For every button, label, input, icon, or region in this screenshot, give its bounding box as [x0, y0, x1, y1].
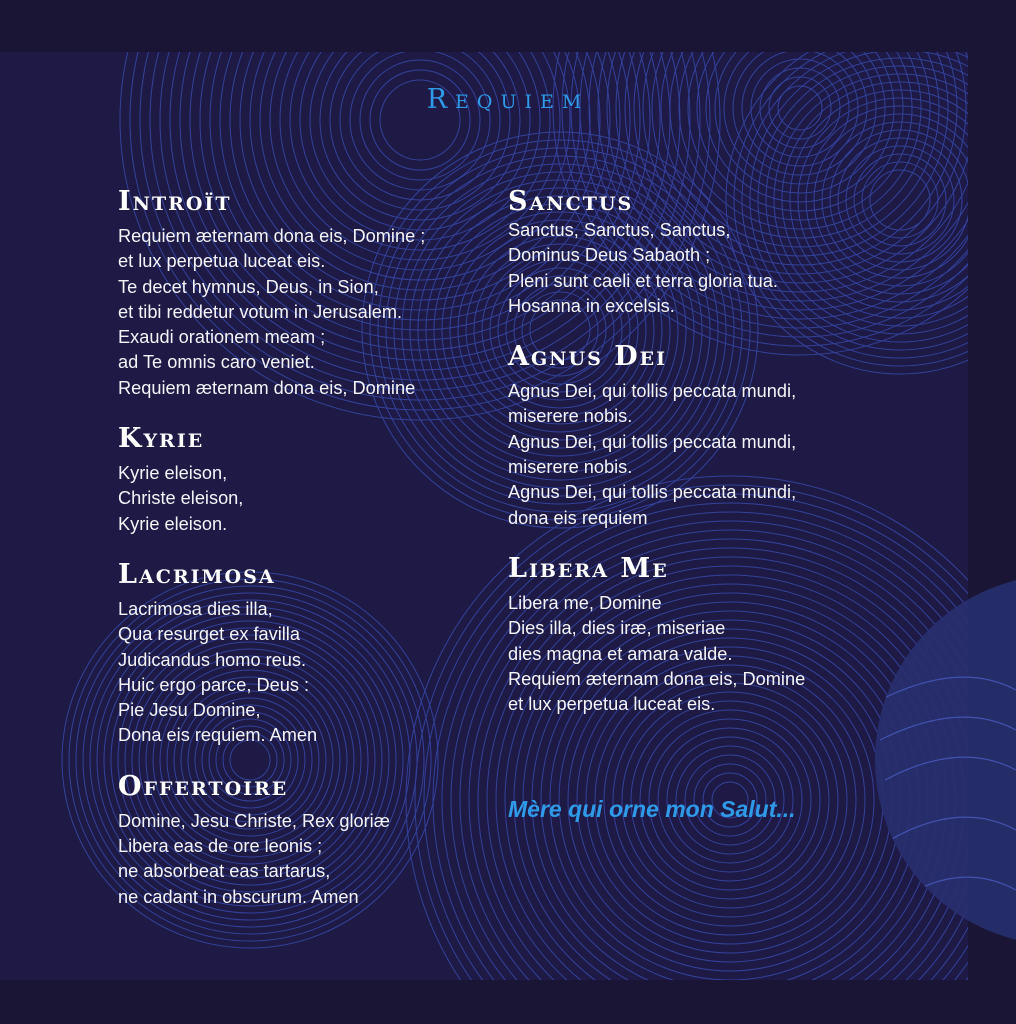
lyric-line: Agnus Dei, qui tollis peccata mundi, — [508, 431, 797, 452]
lyric-line: Requiem æternam dona eis, Domine — [118, 377, 416, 398]
right-column — [508, 186, 888, 717]
section-heading: Offertoire — [118, 770, 289, 802]
left-column — [118, 186, 498, 910]
section-agnus-dei — [508, 341, 888, 531]
section-introit — [118, 186, 498, 401]
lyric-line: Kyrie eleison, — [118, 463, 228, 484]
lyric-line: et tibi reddetur votum in Jerusalem. — [118, 301, 403, 322]
lyric-line: Judicandus homo reus. — [118, 649, 307, 670]
lyric-line: Agnus Dei, qui tollis peccata mundi, — [508, 482, 797, 503]
lyric-line: Exaudi orationem meam ; — [118, 327, 326, 348]
lyric-line: et lux perpetua luceat eis. — [508, 694, 716, 715]
section-libera-me — [508, 553, 888, 717]
lyric-line: Hosanna in excelsis. — [508, 295, 675, 316]
section-heading: Libera Me — [508, 552, 669, 584]
lyric-line: Sanctus, Sanctus, Sanctus, — [508, 220, 731, 240]
section-heading: Kyrie — [118, 423, 205, 455]
lyric-line: dona eis requiem — [508, 507, 648, 528]
lyric-line: Pleni sunt caeli et terra gloria tua. — [508, 270, 778, 291]
lyric-line: Dominus Deus Sabaoth ; — [508, 245, 711, 266]
lyric-line: Libera eas de ore leonis ; — [118, 836, 323, 857]
lyric-line: et lux perpetua luceat eis. — [118, 251, 326, 272]
lyric-line: Huic ergo parce, Deus : — [118, 674, 310, 695]
lyric-line: Pie Jesu Domine, — [118, 700, 261, 721]
section-offertoire — [118, 771, 498, 910]
lyric-line: Te decet hymnus, Deus, in Sion, — [118, 276, 379, 297]
lyric-line: miserere nobis. — [508, 457, 633, 478]
lyric-line: Qua resurget ex favilla — [118, 624, 300, 645]
section-heading: Introït — [118, 186, 232, 217]
lyric-line: Libera me, Domine — [508, 592, 662, 613]
motto-text: Mère qui orne mon Salut... — [508, 796, 796, 822]
section-heading: Agnus Dei — [508, 341, 668, 373]
lyric-line: miserere nobis. — [508, 406, 633, 427]
lyric-line: Christe eleison, — [118, 488, 244, 509]
lyric-line: ne absorbeat eas tartarus, — [118, 861, 331, 882]
lyric-line: Kyrie eleison. — [118, 513, 228, 534]
lyric-line: Dona eis requiem. Amen — [118, 725, 318, 746]
lyric-line: Domine, Jesu Christe, Rex gloriæ — [118, 810, 390, 831]
lyric-line: Lacrimosa dies illa, — [118, 598, 273, 619]
section-sanctus — [508, 186, 888, 319]
section-kyrie — [118, 423, 498, 537]
lyric-line: Requiem æternam dona eis, Domine — [508, 668, 806, 689]
section-lacrimosa — [118, 559, 498, 749]
page-title: Requiem — [426, 84, 590, 115]
lyric-line: ad Te omnis caro veniet. — [118, 352, 315, 373]
section-heading: Sanctus — [508, 186, 634, 217]
lyric-line: Agnus Dei, qui tollis peccata mundi, — [508, 381, 797, 402]
lyric-line: ne cadant in obscurum. Amen — [118, 886, 359, 907]
lyric-line: Dies illa, dies iræ, miseriae — [508, 618, 726, 639]
lyric-line: dies magna et amara valde. — [508, 643, 733, 664]
lyric-line: Requiem æternam dona eis, Domine ; — [118, 226, 426, 246]
section-heading: Lacrimosa — [118, 558, 276, 590]
